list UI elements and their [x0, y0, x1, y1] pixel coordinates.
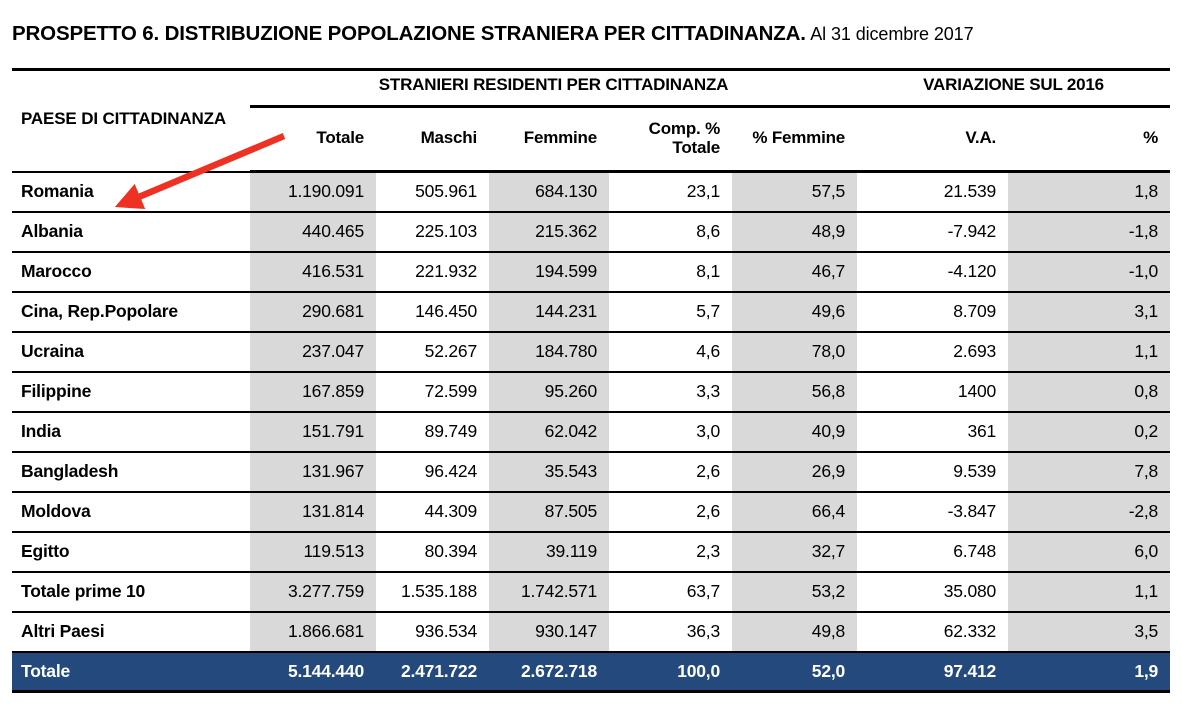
cell-pct-femmine: 57,5 [732, 172, 857, 212]
cell-totale: 1.190.091 [250, 172, 376, 212]
cell-va: 9.539 [857, 452, 1008, 492]
cell-va: 2.693 [857, 332, 1008, 372]
table-body [12, 172, 1170, 692]
cell-pct-femmine: 78,0 [732, 332, 857, 372]
row-label-paese: Totale prime 10 [12, 572, 250, 612]
cell-pct-femmine: 26,9 [732, 452, 857, 492]
table-row [12, 172, 1170, 212]
cell-va: -3.847 [857, 492, 1008, 532]
row-label-paese: Moldova [12, 492, 250, 532]
cell-totale: 131.814 [250, 492, 376, 532]
column-header-va: V.A. [857, 107, 1008, 172]
cell-pct: 1,1 [1008, 572, 1170, 612]
cell-va: -7.942 [857, 212, 1008, 252]
cell-comp-pct-totale: 2,6 [609, 452, 732, 492]
cell-pct-femmine: 49,6 [732, 292, 857, 332]
cell-comp-pct-totale: 8,6 [609, 212, 732, 252]
cell-femmine: 1.742.571 [489, 572, 609, 612]
cell-comp-pct-totale: 63,7 [609, 572, 732, 612]
total-cell-pct-femmine: 52,0 [732, 652, 857, 692]
cell-pct-femmine: 46,7 [732, 252, 857, 292]
cell-pct: 3,5 [1008, 612, 1170, 652]
cell-totale: 290.681 [250, 292, 376, 332]
column-header-pct-femmine: % Femmine [732, 107, 857, 172]
cell-pct: 3,1 [1008, 292, 1170, 332]
statistics-table [12, 68, 1170, 693]
cell-va: 1400 [857, 372, 1008, 412]
cell-pct-femmine: 66,4 [732, 492, 857, 532]
total-cell-maschi: 2.471.722 [376, 652, 489, 692]
cell-femmine: 87.505 [489, 492, 609, 532]
cell-comp-pct-totale: 2,6 [609, 492, 732, 532]
cell-maschi: 936.534 [376, 612, 489, 652]
table-row [12, 332, 1170, 372]
cell-totale: 440.465 [250, 212, 376, 252]
row-label-paese: Bangladesh [12, 452, 250, 492]
cell-femmine: 95.260 [489, 372, 609, 412]
column-header-totale: Totale [250, 107, 376, 172]
row-label-paese: Marocco [12, 252, 250, 292]
cell-femmine: 62.042 [489, 412, 609, 452]
row-label-paese: Altri Paesi [12, 612, 250, 652]
cell-pct: 0,2 [1008, 412, 1170, 452]
cell-femmine: 684.130 [489, 172, 609, 212]
cell-maschi: 221.932 [376, 252, 489, 292]
statistics-table-container [12, 68, 1170, 693]
cell-pct-femmine: 32,7 [732, 532, 857, 572]
cell-comp-pct-totale: 2,3 [609, 532, 732, 572]
page-title-main: PROSPETTO 6. DISTRIBUZIONE POPOLAZIONE STRANIERA PER CITTADINANZA. [12, 22, 806, 45]
cell-totale: 1.866.681 [250, 612, 376, 652]
cell-pct: 7,8 [1008, 452, 1170, 492]
cell-totale: 416.531 [250, 252, 376, 292]
row-label-paese: Filippine [12, 372, 250, 412]
table-row [12, 292, 1170, 332]
cell-va: 361 [857, 412, 1008, 452]
group-header-row [12, 68, 1170, 107]
total-cell-femmine: 2.672.718 [489, 652, 609, 692]
cell-pct-femmine: 48,9 [732, 212, 857, 252]
cell-femmine: 39.119 [489, 532, 609, 572]
table-row [12, 212, 1170, 252]
table-row [12, 612, 1170, 652]
row-label-paese: Romania [12, 172, 250, 212]
column-header-comp-pct-totale [609, 107, 732, 172]
table-row [12, 372, 1170, 412]
cell-maschi: 72.599 [376, 372, 489, 412]
cell-maschi: 505.961 [376, 172, 489, 212]
cell-totale: 237.047 [250, 332, 376, 372]
cell-va: 6.748 [857, 532, 1008, 572]
cell-comp-pct-totale: 4,6 [609, 332, 732, 372]
cell-pct-femmine: 40,9 [732, 412, 857, 452]
cell-maschi: 89.749 [376, 412, 489, 452]
cell-maschi: 1.535.188 [376, 572, 489, 612]
cell-comp-pct-totale: 5,7 [609, 292, 732, 332]
cell-va: 21.539 [857, 172, 1008, 212]
table-row [12, 252, 1170, 292]
table-row [12, 572, 1170, 612]
row-label-paese: Albania [12, 212, 250, 252]
row-label-paese: Cina, Rep.Popolare [12, 292, 250, 332]
row-label-paese: Ucraina [12, 332, 250, 372]
table-row [12, 412, 1170, 452]
total-row-label: Totale [12, 652, 250, 692]
cell-femmine: 35.543 [489, 452, 609, 492]
column-header-femmine: Femmine [489, 107, 609, 172]
cell-femmine: 144.231 [489, 292, 609, 332]
total-cell-pct: 1,9 [1008, 652, 1170, 692]
cell-maschi: 44.309 [376, 492, 489, 532]
comp-pct-line2: Totale [672, 138, 720, 157]
cell-comp-pct-totale: 3,0 [609, 412, 732, 452]
cell-pct: 6,0 [1008, 532, 1170, 572]
cell-femmine: 215.362 [489, 212, 609, 252]
table-total-row [12, 652, 1170, 692]
table-row [12, 492, 1170, 532]
total-cell-totale: 5.144.440 [250, 652, 376, 692]
cell-totale: 151.791 [250, 412, 376, 452]
total-cell-va: 97.412 [857, 652, 1008, 692]
column-header-paese: PAESE DI CITTADINANZA [21, 109, 226, 129]
column-header-maschi: Maschi [376, 107, 489, 172]
cell-pct-femmine: 56,8 [732, 372, 857, 412]
cell-va: 8.709 [857, 292, 1008, 332]
table-row [12, 452, 1170, 492]
cell-maschi: 96.424 [376, 452, 489, 492]
cell-va: 62.332 [857, 612, 1008, 652]
comp-pct-line1: Comp. % [648, 119, 720, 138]
cell-totale: 3.277.759 [250, 572, 376, 612]
table-header [12, 68, 1170, 172]
cell-maschi: 80.394 [376, 532, 489, 572]
cell-comp-pct-totale: 8,1 [609, 252, 732, 292]
cell-pct: 0,8 [1008, 372, 1170, 412]
cell-pct-femmine: 53,2 [732, 572, 857, 612]
cell-comp-pct-totale: 3,3 [609, 372, 732, 412]
cell-pct: 1,8 [1008, 172, 1170, 212]
total-cell-comp-pct-totale: 100,0 [609, 652, 732, 692]
cell-femmine: 194.599 [489, 252, 609, 292]
cell-comp-pct-totale: 36,3 [609, 612, 732, 652]
cell-totale: 119.513 [250, 532, 376, 572]
row-label-paese: India [12, 412, 250, 452]
cell-pct-femmine: 49,8 [732, 612, 857, 652]
row-label-paese: Egitto [12, 532, 250, 572]
group-header-variazione: VARIAZIONE SUL 2016 [857, 68, 1170, 107]
cell-comp-pct-totale: 23,1 [609, 172, 732, 212]
cell-pct: -1,0 [1008, 252, 1170, 292]
page-title-subtitle: Al 31 dicembre 2017 [810, 24, 974, 44]
cell-maschi: 225.103 [376, 212, 489, 252]
cell-pct: -1,8 [1008, 212, 1170, 252]
page-title [12, 22, 1172, 46]
cell-va: -4.120 [857, 252, 1008, 292]
table-row [12, 532, 1170, 572]
cell-totale: 131.967 [250, 452, 376, 492]
group-header-stranieri-residenti: STRANIERI RESIDENTI PER CITTADINANZA [250, 68, 857, 107]
cell-femmine: 930.147 [489, 612, 609, 652]
column-header-pct: % [1008, 107, 1170, 172]
cell-pct: -2,8 [1008, 492, 1170, 532]
cell-va: 35.080 [857, 572, 1008, 612]
cell-maschi: 146.450 [376, 292, 489, 332]
cell-totale: 167.859 [250, 372, 376, 412]
cell-maschi: 52.267 [376, 332, 489, 372]
cell-pct: 1,1 [1008, 332, 1170, 372]
cell-femmine: 184.780 [489, 332, 609, 372]
